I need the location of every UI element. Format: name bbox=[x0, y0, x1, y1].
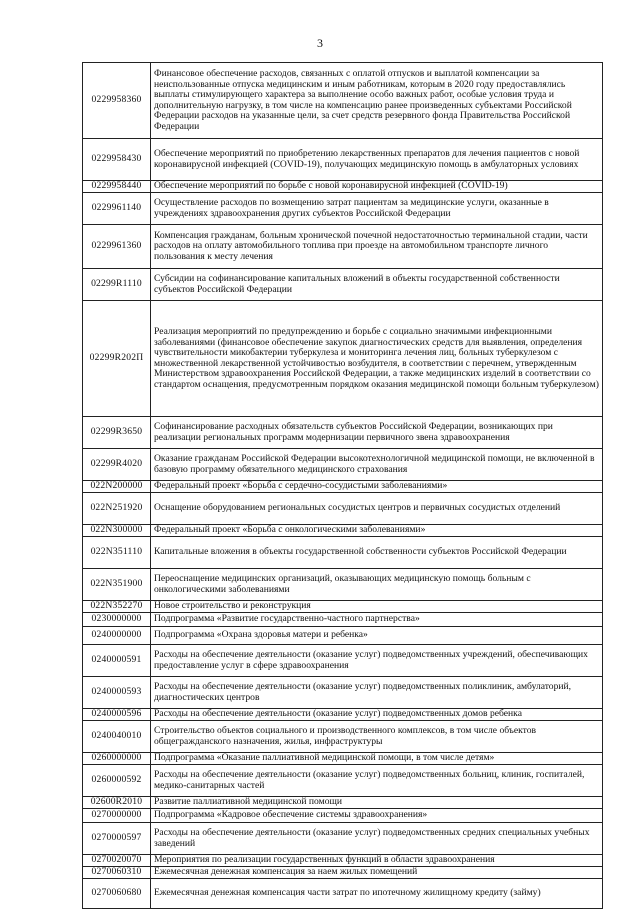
row-code: 0229958440 bbox=[83, 181, 151, 193]
budget-codes-table bbox=[82, 62, 603, 909]
row-description: Ежемесячная денежная компенсация за наем жилых помещений bbox=[151, 867, 603, 879]
row-code: 0240040010 bbox=[83, 721, 151, 753]
row-code: 02600R2010 bbox=[83, 797, 151, 809]
table-row bbox=[83, 765, 603, 797]
row-code: 0230000000 bbox=[83, 613, 151, 627]
table-row bbox=[83, 823, 603, 855]
row-description: Подпрограмма «Развитие государственно-частного партнерства» bbox=[151, 613, 603, 627]
row-description: Обеспечение мероприятий по борьбе с новой коронавирусной инфекцией (COVID-19) bbox=[151, 181, 603, 193]
row-description: Оснащение оборудованием региональных сосудистых центров и первичных сосудистых отделений bbox=[151, 493, 603, 525]
row-code: 022N352270 bbox=[83, 601, 151, 613]
row-code: 0240000000 bbox=[83, 627, 151, 645]
row-code: 02299R3650 bbox=[83, 417, 151, 449]
table-row bbox=[83, 417, 603, 449]
table-row bbox=[83, 753, 603, 765]
row-code: 0240000593 bbox=[83, 677, 151, 709]
table-row bbox=[83, 677, 603, 709]
table-row bbox=[83, 181, 603, 193]
table-row bbox=[83, 481, 603, 493]
row-code: 0270060680 bbox=[83, 879, 151, 909]
row-description: Расходы на обеспечение деятельности (оказание услуг) подведомственных поликлиник, амбулаторий, диагностических центров bbox=[151, 677, 603, 709]
table-row bbox=[83, 569, 603, 601]
row-description: Новое строительство и реконструкция bbox=[151, 601, 603, 613]
table-row bbox=[83, 867, 603, 879]
row-code: 022N300000 bbox=[83, 525, 151, 537]
table-row bbox=[83, 797, 603, 809]
row-description: Подпрограмма «Охрана здоровья матери и ребенка» bbox=[151, 627, 603, 645]
row-description: Финансовое обеспечение расходов, связанных с оплатой отпусков и выплатой компенсации за неиспользованные отпуска медицинским и иным работникам, которым в 2020 году предоставлялись выплаты стимулирующего характера за выполнение особо важных работ, особые условия труда и дополнительную нагрузку, в том числе на компенсацию ранее произведенных субъектами Российской Федерации расходов на указанные цели, за счет средств резервного фонда Правительства Российской Федерации bbox=[151, 63, 603, 139]
row-code: 0240000591 bbox=[83, 645, 151, 677]
row-code: 0270000000 bbox=[83, 809, 151, 823]
table-row bbox=[83, 627, 603, 645]
row-code: 0270060310 bbox=[83, 867, 151, 879]
table-row bbox=[83, 449, 603, 481]
row-description: Подпрограмма «Оказание паллиативной медицинской помощи, в том числе детям» bbox=[151, 753, 603, 765]
row-description: Субсидии на софинансирование капитальных вложений в объекты государственной собственности субъектов Российской Федерации bbox=[151, 269, 603, 301]
row-description: Строительство объектов социального и производственного комплексов, в том числе объектов общегражданского назначения, жилья, инфраструктуры bbox=[151, 721, 603, 753]
table-row bbox=[83, 225, 603, 269]
row-description: Ежемесячная денежная компенсация части затрат по ипотечному жилищному кредиту (займу) bbox=[151, 879, 603, 909]
row-description: Расходы на обеспечение деятельности (оказание услуг) подведомственных домов ребенка bbox=[151, 709, 603, 721]
row-description: Реализация мероприятий по предупреждению и борьбе с социально значимыми инфекционными заболеваниями (финансовое обеспечение закупок диагностических средств для выявления, определения чувствительности микобактерии туберкулеза и мониторинга лечения лиц, больных туберкулезом с множественной лекарственной устойчивостью возбудителя, в соответствии с перечнем, утвержденным Министерством здравоохранения Российской Федерации, а также медицинских изделий в соответствии со стандартом оснащения, предусмотренным порядком оказания медицинской помощи больным туберкулезом) bbox=[151, 301, 603, 417]
table-row bbox=[83, 855, 603, 867]
row-description: Обеспечение мероприятий по приобретению лекарственных препаратов для лечения пациентов с новой коронавирусной инфекцией (COVID-19), получающих медицинскую помощь в амбулаторных условиях bbox=[151, 139, 603, 181]
row-description: Развитие паллиативной медицинской помощи bbox=[151, 797, 603, 809]
table-row bbox=[83, 493, 603, 525]
row-description: Компенсация гражданам, больным хронической почечной недостаточностью терминальной стадии, части расходов на оплату автомобильного топлива при проезде на автомобильном транспорте личного пользования к месту лечения bbox=[151, 225, 603, 269]
row-code: 0229961140 bbox=[83, 193, 151, 225]
table-row bbox=[83, 139, 603, 181]
row-code: 022N251920 bbox=[83, 493, 151, 525]
page-number: 3 bbox=[317, 36, 323, 50]
row-code: 02299R202П bbox=[83, 301, 151, 417]
row-description: Расходы на обеспечение деятельности (оказание услуг) подведомственных средних специальных учебных заведений bbox=[151, 823, 603, 855]
row-code: 02299R1110 bbox=[83, 269, 151, 301]
row-code: 0229958430 bbox=[83, 139, 151, 181]
row-code: 0270020070 bbox=[83, 855, 151, 867]
row-description: Федеральный проект «Борьба с сердечно-сосудистыми заболеваниями» bbox=[151, 481, 603, 493]
table-row bbox=[83, 537, 603, 569]
row-description: Осуществление расходов по возмещению затрат пациентам за медицинские услуги, оказанные в учреждениях здравоохранения других субъектов Российской Федерации bbox=[151, 193, 603, 225]
row-code: 0240000596 bbox=[83, 709, 151, 721]
row-description: Подпрограмма «Кадровое обеспечение системы здравоохранения» bbox=[151, 809, 603, 823]
row-code: 02299R4020 bbox=[83, 449, 151, 481]
row-code: 022N351900 bbox=[83, 569, 151, 601]
row-description: Федеральный проект «Борьба с онкологическими заболеваниями» bbox=[151, 525, 603, 537]
row-code: 0229961360 bbox=[83, 225, 151, 269]
table-row bbox=[83, 809, 603, 823]
row-description: Софинансирование расходных обязательств субъектов Российской Федерации, возникающих при реализации региональных программ модернизации первичного звена здравоохранения bbox=[151, 417, 603, 449]
table-row bbox=[83, 301, 603, 417]
table-row bbox=[83, 525, 603, 537]
row-code: 0260000000 bbox=[83, 753, 151, 765]
table-row bbox=[83, 645, 603, 677]
table-row bbox=[83, 709, 603, 721]
table-row bbox=[83, 721, 603, 753]
row-description: Переоснащение медицинских организаций, оказывающих медицинскую помощь больным с онкологическими заболеваниями bbox=[151, 569, 603, 601]
row-code: 0270000597 bbox=[83, 823, 151, 855]
table-row bbox=[83, 879, 603, 909]
row-description: Капитальные вложения в объекты государственной собственности субъектов Российской Федерации bbox=[151, 537, 603, 569]
row-description: Мероприятия по реализации государственных функций в области здравоохранения bbox=[151, 855, 603, 867]
row-code: 022N351110 bbox=[83, 537, 151, 569]
table-row bbox=[83, 193, 603, 225]
row-description: Расходы на обеспечение деятельности (оказание услуг) подведомственных учреждений, обеспечивающих предоставление услуг в сфере здравоохранения bbox=[151, 645, 603, 677]
table-row bbox=[83, 601, 603, 613]
row-code: 0260000592 bbox=[83, 765, 151, 797]
row-code: 0229958360 bbox=[83, 63, 151, 139]
table-row bbox=[83, 269, 603, 301]
table-row bbox=[83, 613, 603, 627]
row-code: 022N200000 bbox=[83, 481, 151, 493]
table-row bbox=[83, 63, 603, 139]
row-description: Оказание гражданам Российской Федерации высокотехнологичной медицинской помощи, не включенной в базовую программу обязательного медицинского страхования bbox=[151, 449, 603, 481]
row-description: Расходы на обеспечение деятельности (оказание услуг) подведомственных больниц, клиник, госпиталей, медико-санитарных частей bbox=[151, 765, 603, 797]
